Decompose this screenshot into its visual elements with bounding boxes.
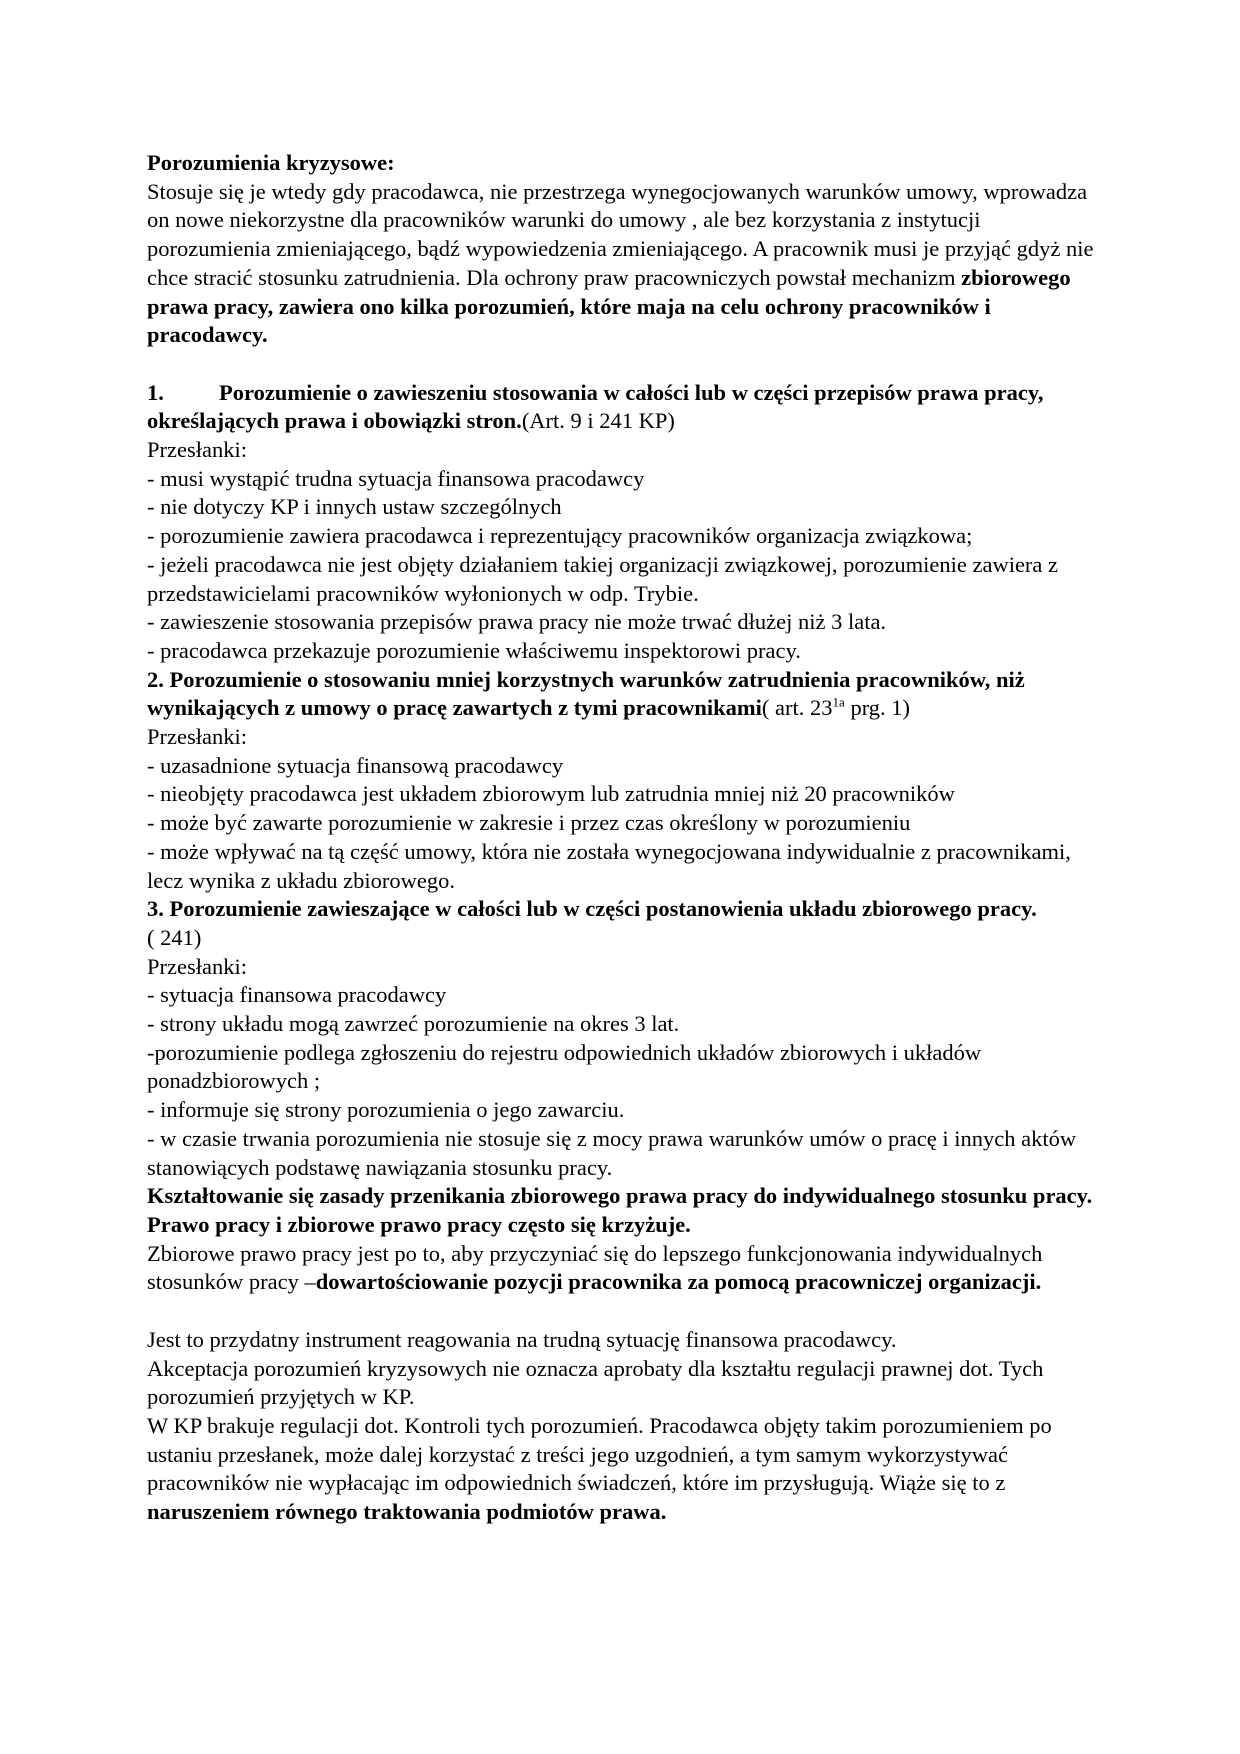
closing-3-bold-text: naruszeniem równego traktowania podmiotów prawa. [147,1499,667,1525]
section-2-premises-label: Przesłanki: [147,724,247,750]
section-3-item: - informuje się strony porozumienia o jego zawarciu. [147,1097,625,1123]
section-2-heading-ref-a: ( art. 23 [761,695,833,721]
collective-paragraph [147,1240,1107,1297]
section-3-item: - w czasie trwania porozumienia nie stosuje się z mocy prawa warunków umów o pracę i innych aktów stanowiących podstawę nawiązania stosunku pracy. [147,1125,1077,1180]
section-1-item: - pracodawca przekazuje porozumienie właściwemu inspektorowi pracy. [147,637,801,663]
section-3-premises-label: Przesłanki: [147,953,247,979]
section-3-item: -porozumienie podlega zgłoszeniu do rejestru odpowiednich układów zbiorowych i układów ponadzbiorowych ; [147,1039,982,1094]
section-1-heading [147,379,1107,436]
section-2-item: - nieobjęty pracodawca jest układem zbiorowym lub zatrudnia mniej niż 20 pracowników [147,781,955,807]
spacer [147,350,1107,379]
section-2-heading-bold: 2. Porozumienie o stosowaniu mniej korzystnych warunków zatrudnienia pracowników, niż wynikających z umowy o pracę zawartych z tymi pracownikami [147,666,1025,721]
section-2-item: - uzasadnione sytuacja finansową pracodawcy [147,752,564,778]
closing-paragraph-2: Akceptacja porozumień kryzysowych nie oznacza aprobaty dla kształtu regulacji prawnej dot. Tych porozumień przyjętych w KP. [147,1355,1044,1410]
section-2-item: - może wpływać na tą część umowy, która nie została wynegocjowana indywidualnie z pracownikami, lecz wynika z układu zbiorowego. [147,838,1071,893]
section-3-heading: 3. Porozumienie zawieszające w całości lub w części postanowienia układu zbiorowego pracy. [147,896,1037,922]
section-2-heading-ref-b: prg. 1) [844,695,911,721]
collective-bold-text: dowartościowanie pozycji pracownika za pomocą pracowniczej organizacji. [315,1269,1042,1295]
section-1-item: - zawieszenie stosowania przepisów prawa pracy nie może trwać dłużej niż 3 lata. [147,609,887,635]
section-2-item: - może być zawarte porozumienie w zakresie i przez czas określony w porozumieniu [147,810,911,836]
section-1-item: - nie dotyczy KP i innych ustaw szczególnych [147,494,562,520]
spacer [147,1297,1107,1326]
closing-3-text: W KP brakuje regulacji dot. Kontroli tych porozumień. Pracodawca objęty takim porozumieniem po ustaniu przesłanek, może dalej korzystać z treści jego uzgodnień, a tym samym wykorzystywać pracowników nie wypłacając im odpowiednich świadczeń, które im przysługują. Wiąże się to z [147,1412,1052,1496]
intro-bold-text: zbiorowego prawa pracy, zawiera ono kilka porozumień, które maja na celu ochrony pracowników i pracodawcy. [147,264,1071,348]
section-1-number: 1. [147,379,164,405]
closing-paragraph-3 [147,1412,1107,1527]
section-3-ref: ( 241) [147,924,202,950]
section-3-item: - sytuacja finansowa pracodawcy [147,982,447,1008]
section-1-heading-bold: Porozumienie o zawieszeniu stosowania w całości lub w części przepisów prawa pracy, określających prawa i obowiązki stron. [147,379,1044,434]
section-3-item: - strony układu mogą zawrzeć porozumienie na okres 3 lat. [147,1011,680,1037]
document-page [147,149,1107,1527]
section-1-premises-label: Przesłanki: [147,437,247,463]
section-1-item: - jeżeli pracodawca nie jest objęty działaniem takiej organizacji związkowej, porozumienie zawiera z przedstawicielami pracowników wyłonionych w odp. Trybie. [147,551,1059,606]
document-title: Porozumienia kryzysowe: [147,150,395,175]
closing-paragraph-1: Jest to przydatny instrument reagowania na trudną sytuację finansowa pracodawcy. [147,1326,897,1352]
intro-paragraph [147,178,1107,350]
section-1-item: - musi wystąpić trudna sytuacja finansowa pracodawcy [147,465,645,491]
section-2-heading-sup: 1a [832,694,845,710]
section-1-heading-ref: (Art. 9 i 241 KP) [521,408,675,434]
intro-text: Stosuje się je wtedy gdy pracodawca, nie przestrzega wynegocjowanych warunków umowy, wprowadza on nowe niekorzystne dla pracowników warunki do umowy , ale bez korzystania z instytucji porozumienia zmieniającego, bądź wypowiedzenia zmieniającego. A pracownik musi je przyjąć gdyż nie chce stracić stosunku zatrudnienia. Dla ochrony praw pracowniczych powstał mechanizm [147,178,1094,290]
section-1-item: - porozumienie zawiera pracodawca i reprezentujący pracowników organizacja związkowa; [147,523,973,549]
section-2-heading [147,666,1107,723]
collective-text: Zbiorowe prawo pracy jest po to, aby przyczyniać się do lepszego funkcjonowania indywidualnych stosunków pracy – [147,1240,1043,1295]
shaping-paragraph: Kształtowanie się zasady przenikania zbiorowego prawa pracy do indywidualnego stosunku pracy. Prawo pracy i zbiorowe prawo pracy często się krzyżuje. [147,1183,1093,1237]
